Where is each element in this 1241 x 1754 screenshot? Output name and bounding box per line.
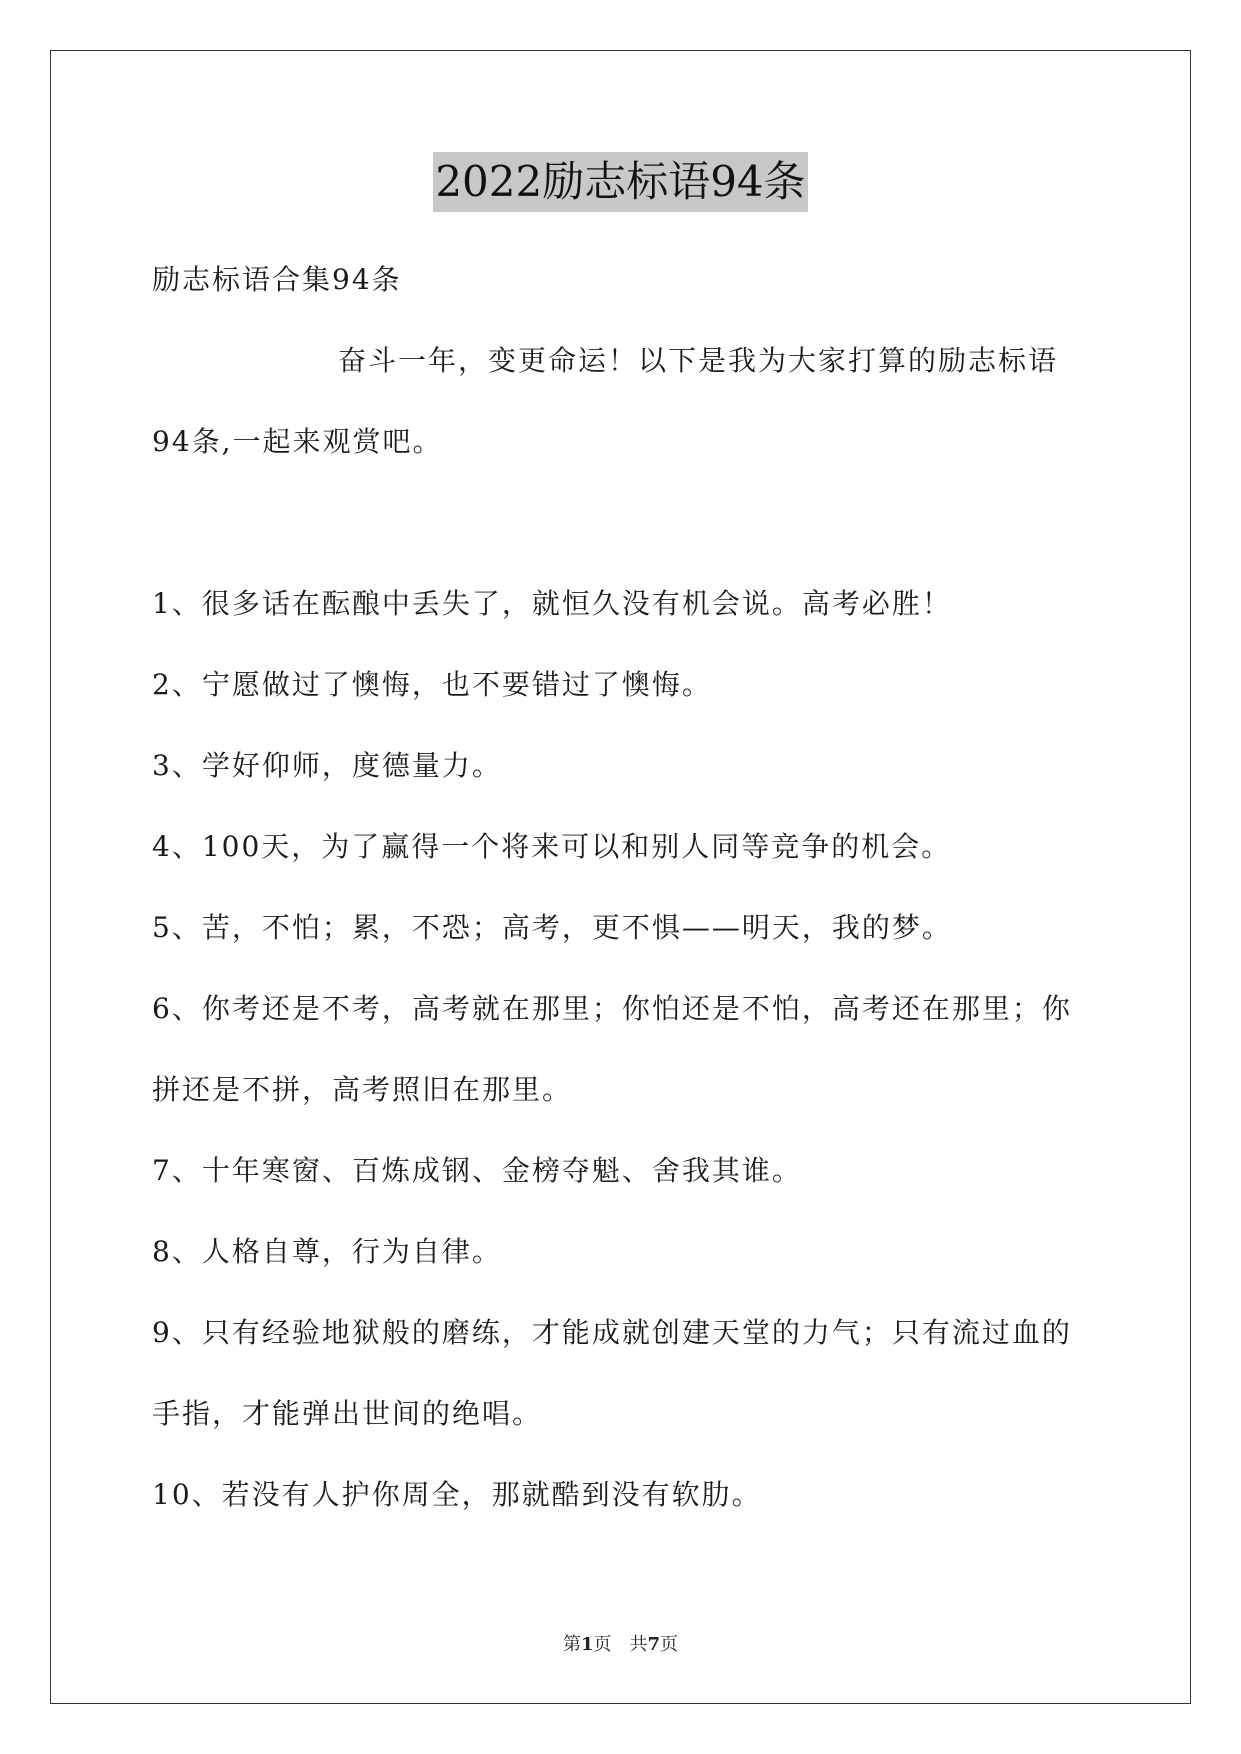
slogan-line: 手指，才能弹出世间的绝唱。: [152, 1397, 543, 1430]
slogan-line: 2、宁愿做过了懊悔，也不要错过了懊悔。: [152, 668, 712, 701]
subtitle: 励志标语合集94条: [152, 263, 402, 296]
page-suffix: 页: [660, 1634, 679, 1655]
title-container: [0, 152, 1241, 212]
slogan-line: 5、苦，不怕；累，不恐；高考，更不惧——明天，我的梦。: [152, 911, 952, 944]
slogan-line: 9、只有经验地狱般的磨练，才能成就创建天堂的力气；只有流过血的: [152, 1316, 1072, 1349]
page-prefix: 第: [562, 1634, 581, 1655]
intro-paragraph-line-1: 奋斗一年，变更命运！以下是我为大家打算的励志标语: [338, 344, 1059, 377]
slogan-line: 8、人格自尊，行为自律。: [152, 1235, 502, 1268]
slogan-line: 4、100天，为了赢得一个将来可以和别人同等竞争的机会。: [152, 830, 952, 863]
slogan-line: 3、学好仰师，度德量力。: [152, 749, 502, 782]
document-title: 2022励志标语94条: [433, 152, 807, 212]
page-footer: [0, 1630, 1241, 1656]
slogan-line: 1、很多话在酝酿中丢失了，就恒久没有机会说。高考必胜！: [152, 587, 952, 620]
page-mid: 页 共: [593, 1634, 648, 1655]
slogan-line: 拼还是不拼，高考照旧在那里。: [152, 1073, 573, 1106]
document-body: [152, 258, 1092, 1554]
intro-paragraph-line-2: 94条,一起来观赏吧。: [152, 425, 443, 458]
slogan-line: 7、十年寒窗、百炼成钢、金榜夺魁、舍我其谁。: [152, 1154, 802, 1187]
slogan-line: 6、你考还是不考，高考就在那里；你怕还是不怕，高考还在那里；你: [152, 992, 1072, 1025]
slogan-line: 10、若没有人护你周全，那就酷到没有软肋。: [152, 1478, 762, 1511]
total-page-number: 7: [647, 1634, 661, 1655]
current-page-number: 1: [580, 1634, 594, 1655]
blank-line: [152, 501, 1092, 582]
